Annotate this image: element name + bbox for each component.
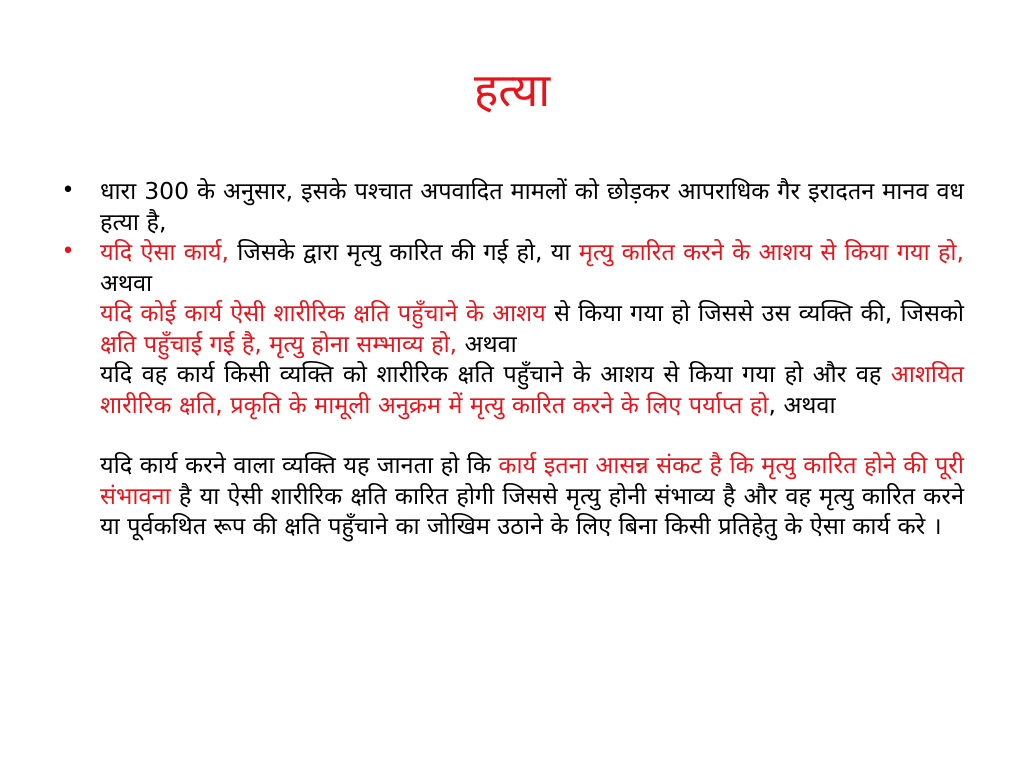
paragraph-4 [100, 450, 972, 542]
bullet-item-2 [58, 237, 972, 542]
text-segment: यदि कार्य करने वाला व्यक्ति यह जानता हो कि [100, 451, 499, 479]
text-segment: , अथवा [768, 390, 836, 419]
paragraph-gap [100, 420, 964, 450]
paragraph-2 [100, 298, 972, 359]
slide-content [58, 176, 972, 542]
text-segment: अथवा [457, 329, 517, 358]
text-segment: मृत्यु कारित करने के आशय से किया गया हो, [578, 238, 964, 266]
paragraph-1 [100, 237, 972, 298]
bullet-item-1 [58, 176, 972, 237]
paragraph-3 [100, 359, 972, 420]
text-segment: धारा 300 के अनुसार, इसके पश्चात अपवादित मामलों को छोड़कर आपराधिक गैर इरादतन मानव वध हत्या है, [100, 177, 972, 236]
text-segment: यदि कोई कार्य ऐसी शारीरिक क्षति पहुँचाने के आशय [100, 299, 546, 327]
text-segment: यदि ऐसा कार्य, [100, 238, 229, 266]
text-segment: है या ऐसी शारीरिक क्षति कारित होगी जिससे मृत्यु होनी संभाव्य है और वह मृत्यु कारित करने या पूर्वकथित रूप की क्षति पहुँचाने का जोखिम उठाने के लिए बिना किसी प्रतिहेतु के ऐसा कार्य करे । [100, 481, 972, 540]
text-segment: कार्य इतना आसन्न संकट है कि मृत्यु कारित होने की पूरी संभावना [100, 451, 972, 510]
text-segment: अथवा [100, 238, 972, 297]
text-segment: आशयित शारीरिक क्षति, प्रकृति के मामूली अनुक्रम में मृत्यु कारित करने के लिए पर्याप्त हो [100, 360, 972, 419]
text-segment: यदि वह कार्य किसी व्यक्ति को शारीरिक क्षति पहुँचाने के आशय से किया गया हो और वह [100, 360, 891, 388]
bullet-dot-icon: • [61, 178, 75, 203]
text-segment: क्षति पहुँचाई गई है, मृत्यु होना सम्भाव्य हो, [100, 329, 458, 358]
slide-title: हत्या [473, 63, 551, 117]
text-segment: से किया गया हो जिससे उस व्यक्ति की, जिसको [545, 299, 972, 327]
text-segment: जिसके द्वारा मृत्यु कारित की गई हो, या [229, 238, 579, 266]
bullet-dot-icon: • [61, 239, 75, 264]
